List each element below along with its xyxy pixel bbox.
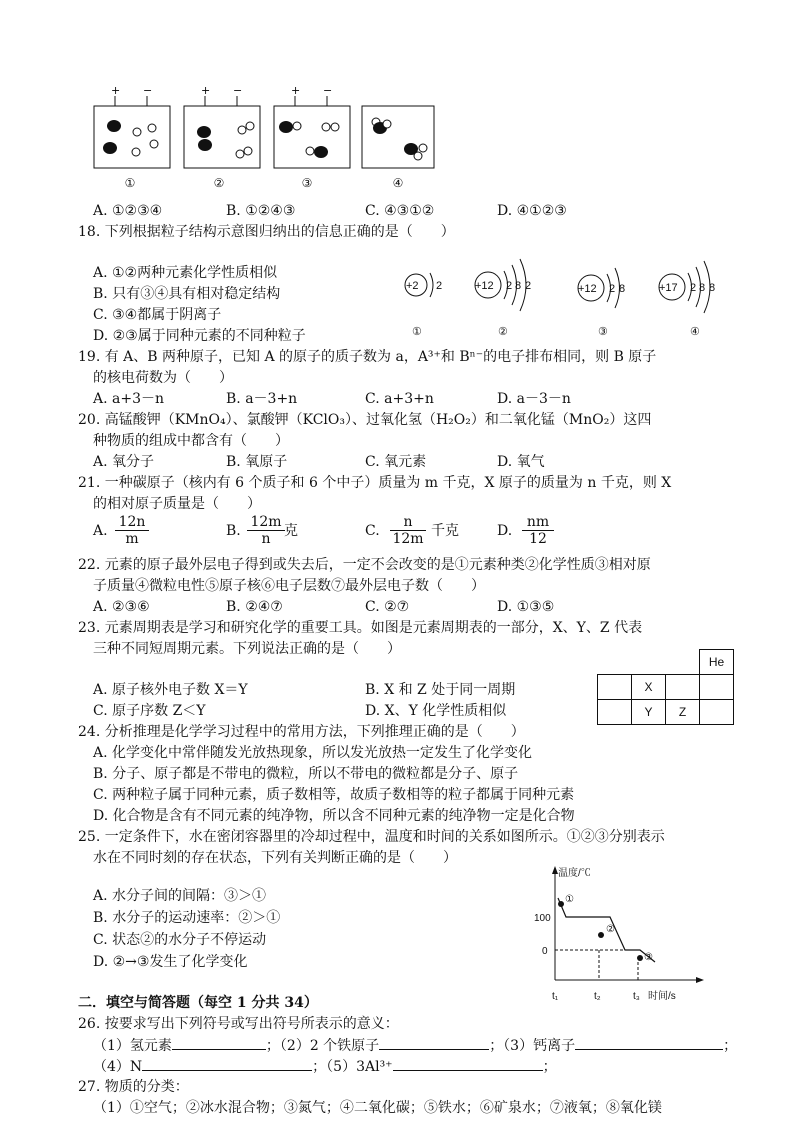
q25-option-d: D. ②→③发生了化学变化 [93, 954, 248, 970]
svg-text:−: − [323, 84, 333, 97]
q21-option-b-unit: 克 [284, 523, 298, 539]
svg-text:8: 8 [699, 282, 706, 294]
q25-option-a: A. 水分子间的间隔：③＞① [93, 888, 267, 904]
svg-text:t₂: t₂ [594, 991, 601, 1002]
diagram-label-2: ② [213, 176, 225, 190]
svg-text:t₁: t₁ [552, 991, 559, 1002]
diagram-label-4: ④ [392, 176, 404, 190]
q22-line2: 子质量④微粒电性⑤原子核⑥电子层数⑦最外层电子数（ ） [93, 578, 485, 594]
graph-ytick-0: 0 [542, 946, 548, 957]
answer-blank-2[interactable] [379, 1035, 489, 1050]
q25-line1: 25. 一定条件下，水在密闭容器里的冷却过程中，温度和时间的关系如图所示。①②③分别表示 [78, 829, 665, 845]
temperature-time-graph [530, 862, 720, 1002]
q21-option-c-letter: C. [365, 523, 380, 539]
q23-line2: 三种不同短周期元素。下列说法正确的是（ ） [93, 641, 401, 657]
q26-row1: （1）氢元素 ；（2）2 个铁原子 ；（3）钙离子 ； [93, 1035, 737, 1056]
q27-line1: （1）①空气；②冰水混合物；③氮气；④二氧化碳；⑤铁水；⑥矿泉水；⑦液氧；⑧氧化镁 [93, 1100, 662, 1116]
svg-text:②: ② [498, 326, 508, 338]
q22-line1: 22. 元素的原子最外层电子得到或失去后，一定不会改变的是①元素种类②化学性质③相对原 [78, 557, 651, 573]
q19-option-d: D. a－3－n [497, 391, 571, 407]
svg-text:8: 8 [515, 280, 522, 292]
q26-row2: （4）N ；（5）3Al³⁺ ； [93, 1056, 557, 1077]
q20-option-b: B. 氧原子 [226, 454, 288, 470]
q21-line1: 21. 一种碳原子（核内有 6 个质子和 6 个中子）质量为 m 千克，X 原子的质量为 n 千克，则 X [78, 475, 672, 491]
cell-x: X [632, 675, 666, 700]
q22-option-c: C. ②⑦ [365, 599, 410, 615]
svg-text:+2: +2 [406, 280, 419, 292]
q21-option-b-fraction: $\frac{12m}{n}$ [247, 514, 285, 547]
q21-option-d-fraction: $\frac{nm}{12}$ [522, 514, 554, 547]
q20-option-d: D. 氧气 [497, 454, 545, 470]
svg-text:①: ① [412, 326, 422, 338]
q17-option-a: A. ①②③④ [93, 203, 163, 219]
graph-ytick-100: 100 [534, 913, 551, 924]
svg-text:+: + [201, 84, 211, 97]
svg-text:2: 2 [525, 280, 532, 292]
q21-line2: 的相对原子质量是（ ） [93, 496, 261, 512]
diagram-label-1: ① [124, 176, 136, 190]
diagram-1 [94, 84, 170, 168]
cell-he: He [700, 650, 734, 675]
svg-text:+: + [291, 84, 301, 97]
q21-option-c-fraction: $\frac{n}{12m}$ [390, 514, 426, 547]
q25-line2: 水在不同时刻的存在状态，下列有关判断正确的是（ ） [93, 850, 457, 866]
q23-line1: 23. 元素周期表是学习和研究化学的重要工具。如图是元素周期表的一部分，X、Y、Z 代表 [78, 620, 643, 636]
q20-option-a: A. 氧分子 [93, 454, 155, 470]
svg-text:时间/s: 时间/s [648, 991, 676, 1002]
q22-option-a: A. ②③⑥ [93, 599, 150, 615]
svg-text:t₃: t₃ [633, 991, 640, 1002]
svg-text:③: ③ [644, 952, 653, 963]
q18-option-c: C. ③④都属于阴离子 [93, 307, 222, 323]
q25-option-b: B. 水分子的运动速率：②＞① [93, 910, 281, 926]
q18-option-d: D. ②③属于同种元素的不同种粒子 [93, 328, 306, 344]
q24-option-b: B. 分子、原子都是不带电的微粒，所以不带电的微粒都是分子、原子 [93, 766, 519, 782]
q24-option-c: C. 两种粒子属于同种元素，质子数相等，故质子数相等的粒子都属于同种元素 [93, 787, 575, 803]
section2-title: 二．填空与简答题（每空 1 分共 34） [78, 995, 318, 1011]
q19-line2: 的核电荷数为（ ） [93, 370, 233, 386]
q21-option-a-fraction: $\frac{12n}{m}$ [115, 514, 149, 547]
cell-y: Y [632, 700, 666, 725]
q21-option-d-letter: D. [497, 523, 513, 539]
answer-blank-5[interactable] [393, 1056, 543, 1071]
q23-option-c: C. 原子序数 Z＜Y [93, 703, 206, 719]
answer-blank-1[interactable] [172, 1035, 266, 1050]
q26-stem: 26. 按要求写出下列符号或写出符号所表示的意义： [78, 1016, 399, 1032]
q19-option-a: A. a+3－n [93, 391, 165, 407]
q20-line1: 20. 高锰酸钾（KMnO₄）、氯酸钾（KClO₃）、过氧化氢（H₂O₂）和二氧化锰（MnO₂）这四 [78, 412, 652, 428]
q24-option-a: A. 化学变化中常伴随发光放热现象，所以发光放热一定发生了化学变化 [93, 745, 533, 761]
q27-stem: 27. 物质的分类： [78, 1079, 189, 1095]
svg-text:④: ④ [690, 326, 700, 338]
q18-option-a: A. ①②两种元素化学性质相似 [93, 265, 278, 281]
q20-line2: 种物质的组成中都含有（ ） [93, 433, 289, 449]
q23-option-d: D. X、Y 化学性质相似 [365, 703, 507, 719]
q21-option-b-letter: B. [226, 523, 241, 539]
answer-blank-4[interactable] [142, 1056, 312, 1071]
svg-text:+17: +17 [659, 282, 678, 294]
svg-text:+12: +12 [578, 283, 597, 295]
periodic-table-fragment [597, 649, 734, 725]
q17-option-b: B. ①②④③ [226, 203, 296, 219]
atom-structure-diagrams [398, 255, 728, 343]
q21-option-a-letter: A. [93, 523, 108, 539]
svg-text:−: − [233, 84, 243, 97]
q18-option-b: B. 只有③④具有相对稳定结构 [93, 286, 281, 302]
q23-option-b: B. X 和 Z 处于同一周期 [365, 682, 516, 698]
svg-text:+: + [111, 84, 121, 97]
q17-option-c: C. ④③①② [365, 203, 435, 219]
diagram-3 [274, 84, 350, 168]
svg-text:2: 2 [690, 282, 697, 294]
svg-text:8: 8 [619, 283, 626, 295]
svg-text:2: 2 [506, 280, 513, 292]
svg-text:8: 8 [709, 282, 716, 294]
svg-text:2: 2 [436, 280, 443, 292]
q22-option-d: D. ①③⑤ [497, 599, 555, 615]
diagram-4 [362, 106, 434, 168]
svg-text:①: ① [565, 894, 574, 905]
q20-option-c: C. 氧元素 [365, 454, 427, 470]
graph-ylabel: 温度/℃ [558, 868, 591, 879]
q25-option-c: C. 状态②的水分子不停运动 [93, 932, 267, 948]
q19-option-c: C. a+3+n [365, 391, 434, 407]
q22-option-b: B. ②④⑦ [226, 599, 283, 615]
svg-text:2: 2 [609, 283, 616, 295]
q17-option-d: D. ④①②③ [497, 203, 567, 219]
svg-text:−: − [143, 84, 153, 97]
q18-stem: 18. 下列根据粒子结构示意图归纳出的信息正确的是（ ） [78, 224, 455, 240]
svg-text:+12: +12 [475, 280, 494, 292]
electrolysis-diagrams [92, 84, 448, 174]
q19-line1: 19. 有 A、B 两种原子，已知 A 的原子的质子数为 a，A³⁺和 Bⁿ⁻的电子排布相同，则 B 原子 [78, 349, 657, 365]
svg-text:②: ② [606, 924, 615, 935]
answer-blank-3[interactable] [575, 1035, 723, 1050]
q24-stem: 24. 分析推理是化学学习过程中的常用方法，下列推理正确的是（ ） [78, 724, 525, 740]
q21-option-c-unit: 千克 [431, 523, 459, 539]
svg-text:③: ③ [598, 326, 608, 338]
q19-option-b: B. a－3+n [226, 391, 298, 407]
diagram-2 [184, 84, 260, 168]
q23-option-a: A. 原子核外电子数 X＝Y [93, 682, 248, 698]
cell-z: Z [666, 700, 700, 725]
q24-option-d: D. 化合物是含有不同元素的纯净物，所以含不同种元素的纯净物一定是化合物 [93, 808, 575, 824]
diagram-label-3: ③ [301, 176, 313, 190]
